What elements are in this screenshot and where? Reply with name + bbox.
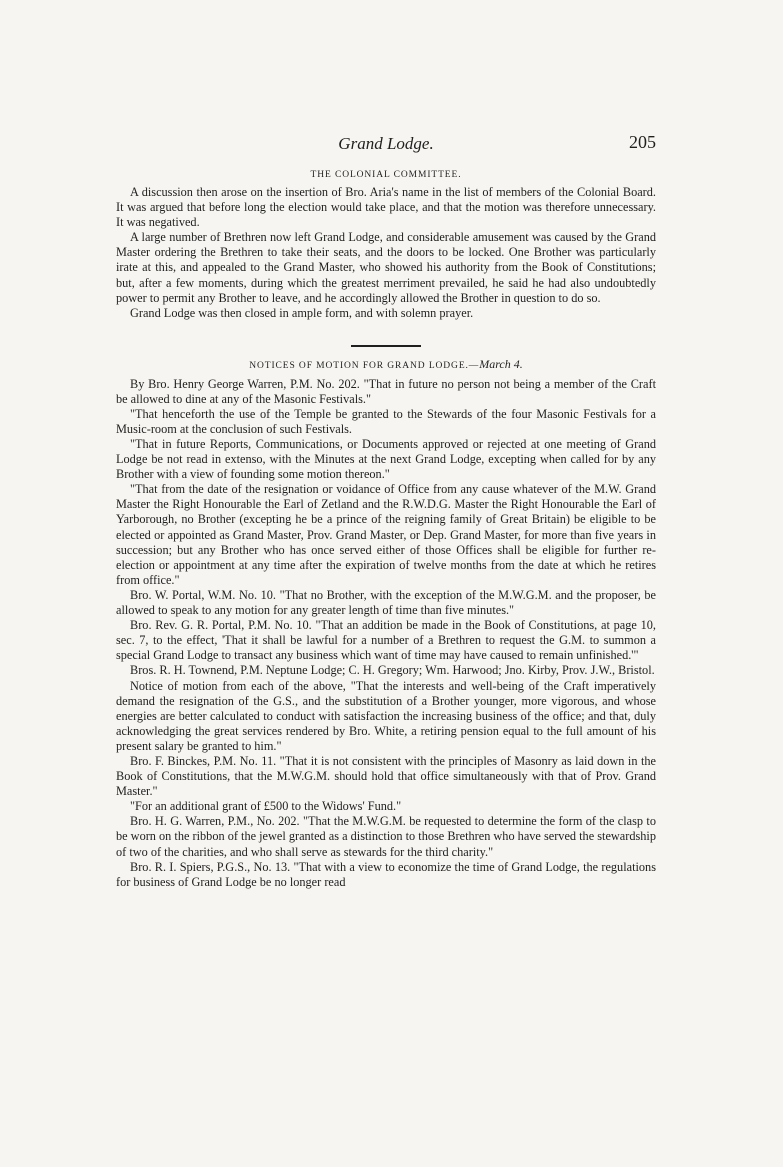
section-heading-notices-of-motion bbox=[116, 357, 656, 372]
page-header bbox=[116, 132, 656, 158]
paragraph: Bro. H. G. Warren, P.M., No. 202. "That the M.W.G.M. be requested to determine the form of the clasp to be worn on the ribbon of the jewel granted as a distinction to those Brethren who have served the stewardship of two of the charities, and who shall serve as stewards for the third charity." bbox=[116, 814, 656, 859]
paragraph: "For an additional grant of £500 to the Widows' Fund." bbox=[130, 799, 402, 814]
paragraph: Notice of motion from each of the above, "That the interests and well-being of the Craft imperatively demand the resignation of the G.S., and the substitution of a Brother younger, more vigorous, and whose energies are better calculated to conduct with satisfaction the increasing business of the office; and that, duly acknowledging the great services rendered by Bro. White, a retiring pension equal to the full amount of his present salary be granted to him." bbox=[116, 678, 656, 753]
paragraph: By Bro. Henry George Warren, P.M. No. 202. "That in future no person not being a member of the Craft be allowed to dine at any of the Masonic Festivals." bbox=[116, 376, 656, 406]
document-page bbox=[116, 132, 656, 890]
paragraph: Bro. F. Binckes, P.M. No. 11. "That it is not consistent with the principles of Masonry as laid down in the Book of Constitutions, that the M.W.G.M. should hold that office simultaneously with that of Prov. Grand Master." bbox=[116, 753, 656, 799]
paragraph: Bro. Rev. G. R. Portal, P.M. No. 10. "That an addition be made in the Book of Constitutions, at page 10, sec. 7, to the effect, 'That it shall be lawful for a number of a Brethren to request the G.M. to summon a special Grand Lodge to transact any business which want of time may have caused to remain unfinished.'" bbox=[116, 618, 656, 663]
running-title: Grand Lodge. bbox=[338, 134, 434, 153]
heading-text: NOTICES OF MOTION FOR GRAND LODGE.— bbox=[249, 360, 480, 371]
paragraph: Bro. R. I. Spiers, P.G.S., No. 13. "That with a view to economize the time of Grand Lodge, the regulations for business of Grand Lodge be no longer read bbox=[116, 859, 656, 889]
page-number: 205 bbox=[629, 132, 656, 152]
paragraph: Bros. R. H. Townend, P.M. Neptune Lodge; C. H. Gregory; Wm. Harwood; Jno. Kirby, Prov. J.W., Bristol. bbox=[130, 663, 655, 678]
section-heading-colonial-committee: THE COLONIAL COMMITTEE. bbox=[310, 170, 462, 180]
heading-date: March 4. bbox=[479, 356, 523, 371]
paragraph: "That in future Reports, Communications, or Documents approved or rejected at one meeting of Grand Lodge be not read in extenso, with the Minutes at the next Grand Lodge, excepting when called for by any Brother with a view of founding some motion thereon." bbox=[116, 437, 656, 482]
paragraph: "That henceforth the use of the Temple be granted to the Stewards of the four Masonic Festivals for a Music-room at the conclusion of such Festivals. bbox=[116, 406, 656, 436]
paragraph: Bro. W. Portal, W.M. No. 10. "That no Brother, with the exception of the M.W.G.M. and the proposer, be allowed to speak to any motion for any greater length of time than five minutes." bbox=[116, 587, 656, 618]
paragraph: Grand Lodge was then closed in ample form, and with solemn prayer. bbox=[130, 305, 474, 320]
section-divider bbox=[351, 345, 421, 347]
paragraph: "That from the date of the resignation or voidance of Office from any cause whatever of the M.W. Grand Master the Right Honourable the Earl of Zetland and the R.W.D.G. Master the Right Honourable the Earl of Yarborough, no Brother (excepting he be a prince of the reigning family of Great Britain) be eligible to be elected or appointed as Grand Master, Prov. Grand Master, or Dep. Grand Master, for more than five years in succession; but any Brother who has once served either of those Offices shall be eligible for further re-election or appointment at any time after the expiration of twelve months from the date at which he retires from office." bbox=[116, 482, 656, 587]
paragraph: A large number of Brethren now left Grand Lodge, and considerable amusement was caused by the Grand Master ordering the Brethren to take their seats, and the doors to be locked. One Brother was particularly irate at this, and appealed to the Grand Master, who showed his authority from the Book of Constitutions; but, after a few moments, during which the greatest merriment prevailed, he said he had also undoubtedly power to permit any Brother to leave, and he accordingly allowed the Brother in question to do so. bbox=[116, 230, 656, 305]
paragraph: A discussion then arose on the insertion of Bro. Aria's name in the list of members of the Colonial Board. It was argued that before long the election would take place, and that the motion was therefore unnecessary. It was negatived. bbox=[116, 185, 656, 230]
